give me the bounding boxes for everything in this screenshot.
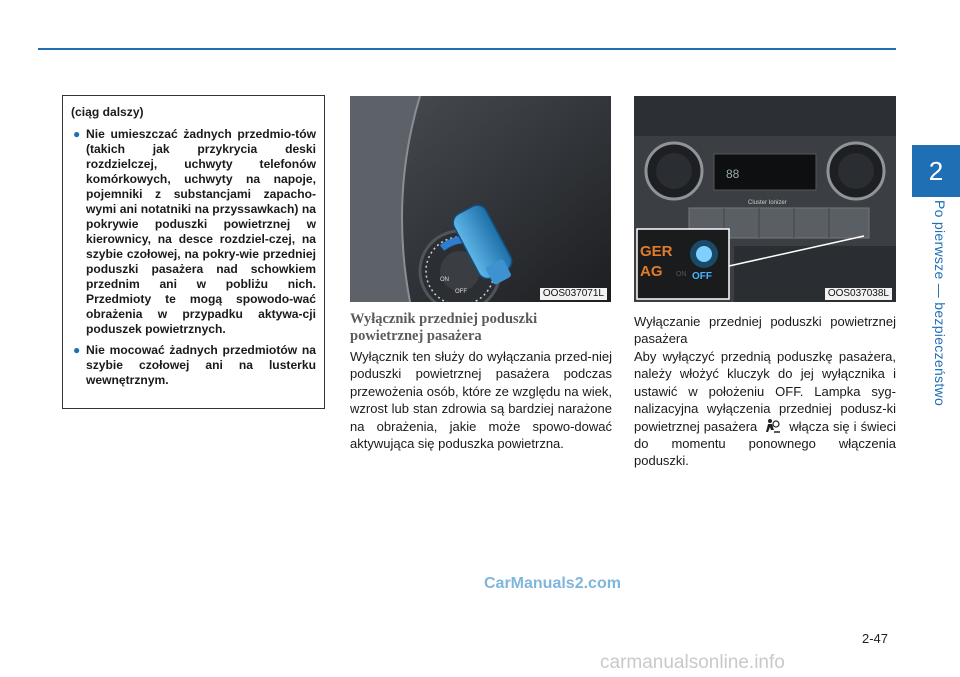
switch-on-label: ON bbox=[440, 277, 449, 283]
lamp-text-left: GER bbox=[640, 243, 673, 260]
page-number: 2-47 bbox=[862, 631, 889, 646]
chapter-tab[interactable]: 2 bbox=[912, 145, 960, 197]
warning-item: ● Nie umieszczać żadnych przedmio-tów (takich jak przykrycia deski rozdzielczej, uchwyty telefonów komórkowych, uchwyty na napoje, pojemniki z substancjami zapacho-wymi ani notatniki na przyssawkach) na pokrywie poduszki powietrznej w kierownicy, na desce rozdziel-czej, na szybie czołowej, na pokry-wie przedniej poduszki pasażera nad schowkiem przednim ani w pobliżu nich. Przedmioty te mogą spowodo-wać obrażenia w przypadku aktywa-cji poduszek powietrznych. bbox=[73, 127, 316, 336]
display-temp: 88 bbox=[726, 167, 740, 181]
image-code: OOS037038L bbox=[825, 288, 892, 300]
lamp-on-label: ON bbox=[676, 271, 687, 278]
airbag-switch-photo bbox=[350, 96, 611, 302]
airbag-indicator-photo bbox=[634, 96, 896, 302]
warning-item: ● Nie mocować żadnych przedmiotów na szybie czołowej ani na lusterku wewnętrznym. bbox=[73, 343, 316, 387]
airbag-switch-illustration bbox=[350, 96, 611, 302]
top-rule bbox=[38, 48, 896, 50]
warning-box bbox=[62, 95, 325, 409]
image-code: OOS037071L bbox=[540, 288, 607, 300]
lamp-off-label: OFF bbox=[692, 271, 712, 282]
chapter-title: Po pierwsze — bezpieczeństwo bbox=[932, 200, 948, 407]
bullet-icon: ● bbox=[73, 127, 81, 141]
footer-watermark: carmanualsonline.info bbox=[600, 652, 785, 673]
subsection-title: Wyłączanie przedniej poduszki powietrznej pasażera bbox=[634, 314, 896, 347]
ionizer-label: Cluster Ionizer bbox=[748, 200, 787, 206]
section-heading: Wyłącznik przedniej poduszki powietrznej pasażera bbox=[350, 311, 538, 344]
site-watermark[interactable]: CarManuals2.com bbox=[484, 575, 621, 592]
warning-list bbox=[71, 127, 316, 388]
bullet-icon: ● bbox=[73, 343, 81, 357]
section-body: Wyłącznik ten służy do wyłączania przed-niej poduszki powietrznej pasażera podczas przewożenia osób, które ze względu na wiek, wzrost lub stan zdrowia są bardziej narażone na obrażenia, jakie może spowo-dować aktywująca się poduszka powietrzna. bbox=[350, 349, 612, 452]
lamp-text-left2: AG bbox=[640, 263, 663, 280]
airbag-off-icon bbox=[765, 418, 781, 434]
switch-off-label: OFF bbox=[455, 289, 467, 295]
subsection-body: Aby wyłączyć przednią poduszkę pasażera, należy włożyć kluczyk do jej wyłącznika i ustawić w położeniu OFF. Lampka syg-nalizacyjna wyłączenia przedniej podusz-ki powietrznej pasażera włącza się i świeci do momentu ponownego włączenia poduszki. bbox=[634, 349, 896, 469]
warning-continued: (ciąg dalszy) bbox=[71, 105, 144, 119]
dashboard-illustration bbox=[634, 96, 896, 302]
